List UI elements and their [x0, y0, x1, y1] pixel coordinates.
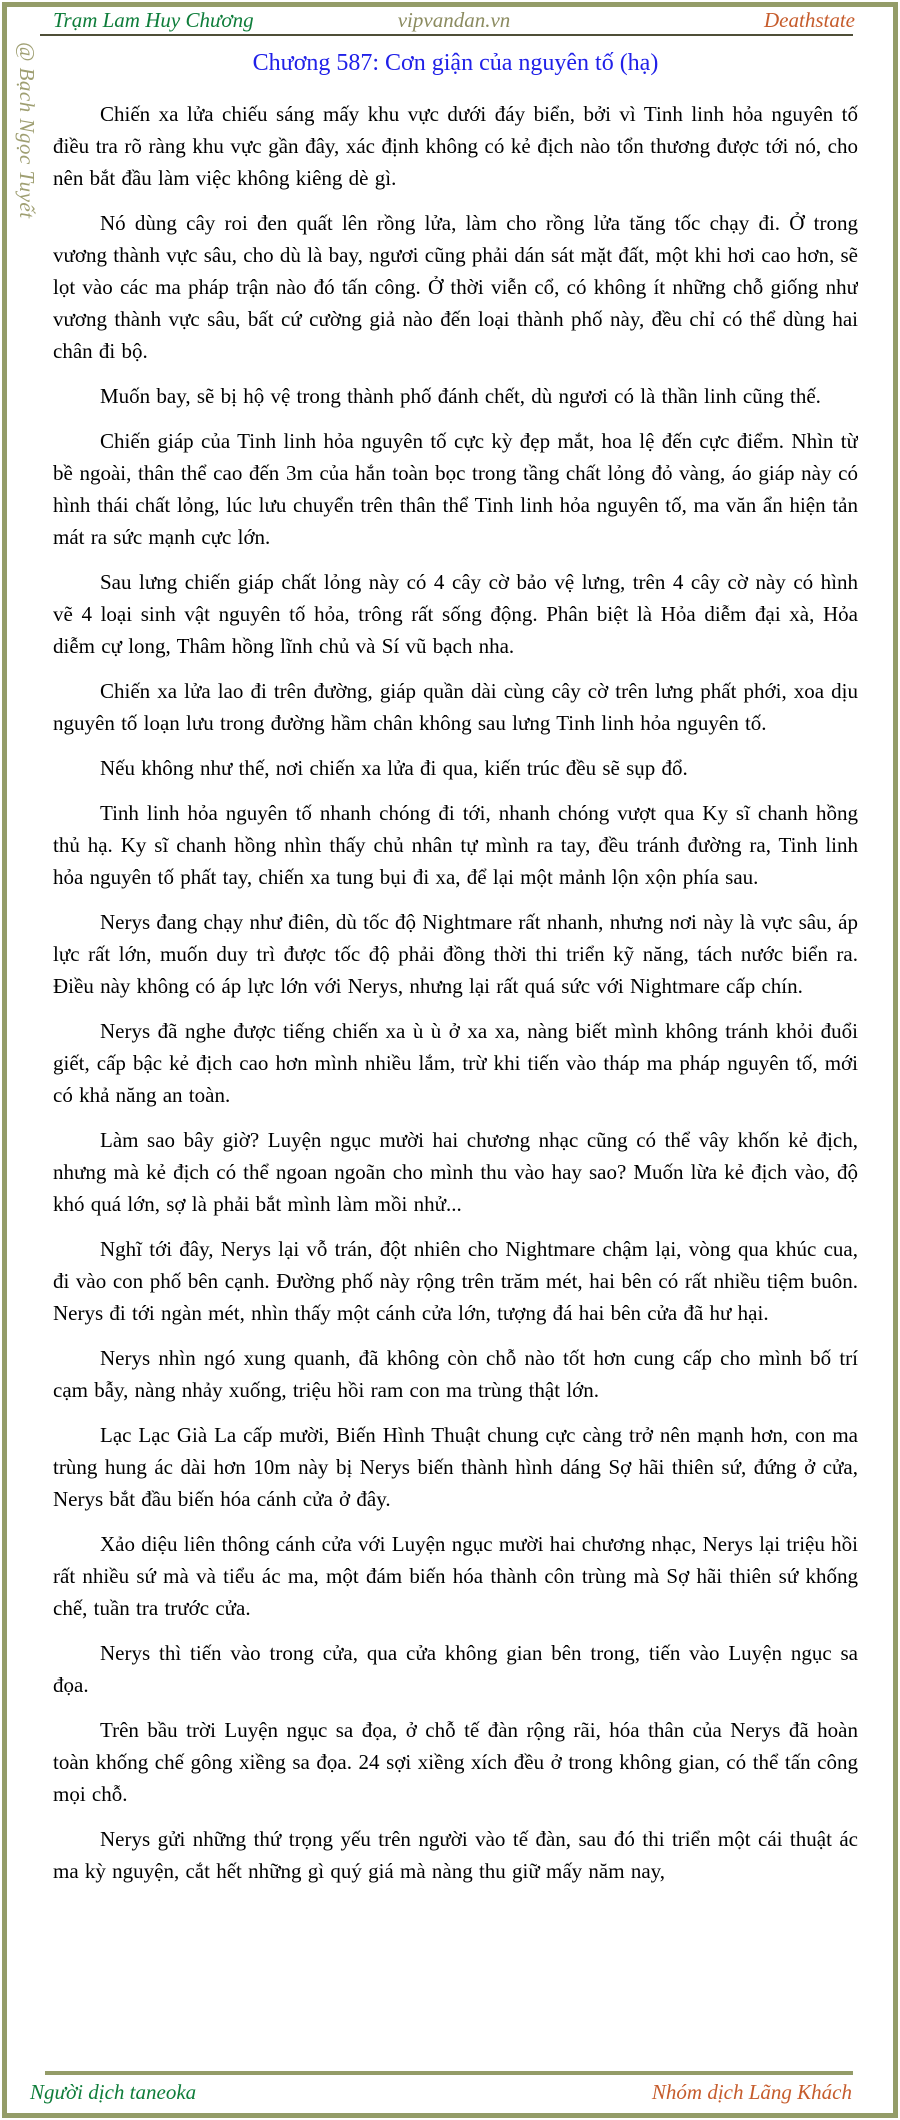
paragraph: Nghĩ tới đây, Nerys lại vỗ trán, đột nhiên cho Nightmare chậm lại, vòng qua khúc cua, đi vào con phố bên cạnh. Đường phố này rộng trên trăm mét, hai bên có rất nhiều tiệm buôn. Nerys đi tới ngàn mét, nhìn thấy một cánh cửa lớn, tượng đá hai bên cửa đã hư hại.	[53, 1237, 858, 1325]
header-novel-name[interactable]: Deathstate	[764, 8, 855, 32]
paragraph: Trên bầu trời Luyện ngục sa đọa, ở chỗ tế đàn rộng rãi, hóa thân của Nerys đã hoàn toàn khống chế gông xiềng sa đọa. 24 sợi xiềng xích đều ở trong không gian, có thể tấn công mọi chỗ.	[53, 1718, 858, 1806]
translator-credit: Người dịch taneoka	[30, 2080, 197, 2104]
chapter-title: Chương 587: Cơn giận của nguyên tố (hạ)	[252, 50, 659, 76]
paragraph: Nerys đang chạy như điên, dù tốc độ Nightmare rất nhanh, nhưng nơi này là vực sâu, áp lực rất lớn, muốn duy trì được tốc độ phải đồng thời thi triển kỹ năng, tách nước biển ra. Điều này không có áp lực lớn với Nerys, nhưng lại rất quá sức với Nightmare cấp chín.	[53, 910, 858, 998]
paragraph: Sau lưng chiến giáp chất lỏng này có 4 cây cờ bảo vệ lưng, trên 4 cây cờ này có hình vẽ 4 loại sinh vật nguyên tố hỏa, trông rất sống động. Phân biệt là Hỏa diễm đại xà, Hỏa diễm cự long, Thâm hồng lĩnh chủ và Sí vũ bạch nha.	[53, 570, 858, 658]
paragraph: Nerys gửi những thứ trọng yếu trên người vào tế đàn, sau đó thi triển một cái thuật ác ma kỳ nguyện, cắt hết những gì quý giá mà nàng thu giữ mấy năm nay,	[53, 1827, 858, 1883]
header-domain-text[interactable]: vipvandan.vn	[397, 8, 511, 32]
paragraph: Nó dùng cây roi đen quất lên rồng lửa, làm cho rồng lửa tăng tốc chạy đi. Ở trong vương thành vực sâu, cho dù là bay, ngươi cũng phải dán sát mặt đất, một khi hơi cao hơn, sẽ lọt vào các ma pháp trận nào đó tấn công. Ở thời viễn cổ, có không ít những chỗ giống như vương thành vực sâu, bất cứ cường giả nào đến loại thành phố này, đều chỉ có thể dùng hai chân đi bộ.	[53, 211, 858, 363]
paragraph: Chiến giáp của Tinh linh hỏa nguyên tố cực kỳ đẹp mắt, hoa lệ đến cực điểm. Nhìn từ bề ngoài, thân thể cao đến 3m của hắn toàn bọc trong tầng chất lỏng đỏ vàng, áo giáp này có hình thái chất lỏng, lúc lưu chuyển trên thân thể Tinh linh hỏa nguyên tố, ma văn ẩn hiện tản mát ra sức mạnh cực lớn.	[53, 429, 858, 549]
paragraph: Làm sao bây giờ? Luyện ngục mười hai chương nhạc cũng có thể vây khốn kẻ địch, nhưng mà kẻ địch có thể ngoan ngoãn cho mình thu vào hay sao? Muốn lừa kẻ địch vào, độ khó quá lớn, sợ là phải bắt mình làm mồi nhử...	[53, 1128, 858, 1216]
footer-divider	[45, 2071, 853, 2075]
paragraph: Nerys thì tiến vào trong cửa, qua cửa không gian bên trong, tiến vào Luyện ngục sa đọa.	[53, 1641, 858, 1697]
translation-group-credit: Nhóm dịch Lãng Khách	[651, 2080, 852, 2104]
paragraph: Xảo diệu liên thông cánh cửa với Luyện ngục mười hai chương nhạc, Nerys lại triệu hồi rất nhiều sứ mà và tiểu ác ma, một đám biến hóa thành côn trùng mà Sợ hãi thiên sứ khống chế, tuần tra trước cửa.	[53, 1532, 858, 1620]
paragraph: Nếu không như thế, nơi chiến xa lửa đi qua, kiến trúc đều sẽ sụp đổ.	[100, 756, 688, 780]
paragraph: Muốn bay, sẽ bị hộ vệ trong thành phố đánh chết, dù ngươi có là thần linh cũng thế.	[100, 384, 821, 408]
page-footer	[30, 2079, 852, 2106]
paragraph: Chiến xa lửa lao đi trên đường, giáp quần dài cùng cây cờ trên lưng phất phới, xoa dịu nguyên tố loạn lưu trong đường hầm chân không sau lưng Tinh linh hỏa nguyên tố.	[53, 679, 858, 735]
header-site-name[interactable]: Trạm Lam Huy Chương	[53, 8, 254, 32]
watermark-vertical-text: @ Bạch Ngọc Tuyết	[15, 42, 39, 219]
paragraph: Nerys nhìn ngó xung quanh, đã không còn chỗ nào tốt hơn cung cấp cho mình bố trí cạm bẫy, nàng nhảy xuống, triệu hồi ram con ma trùng thật lớn.	[53, 1346, 858, 1402]
paragraph: Tinh linh hỏa nguyên tố nhanh chóng đi tới, nhanh chóng vượt qua Ky sĩ chanh hồng thủ hạ. Ky sĩ chanh hồng nhìn thấy chủ nhân tự mình ra tay, đều tránh đường ra, Tinh linh hỏa nguyên tố phất tay, chiến xa tung bụi đi xa, để lại một mảnh lộn xộn phía sau.	[53, 801, 858, 889]
paragraph: Lạc Lạc Già La cấp mười, Biến Hình Thuật chung cực càng trở nên mạnh hơn, con ma trùng hung ác dài hơn 10m này bị Nerys biến thành hình dáng Sợ hãi thiên sứ, đứng ở cửa, Nerys bắt đầu biến hóa cánh cửa ở đây.	[53, 1423, 858, 1511]
chapter-content	[53, 0, 858, 2062]
paragraph: Nerys đã nghe được tiếng chiến xa ù ù ở xa xa, nàng biết mình không tránh khỏi đuổi giết, cấp bậc kẻ địch cao hơn mình nhiều lắm, trừ khi tiến vào tháp ma pháp nguyên tố, mới có khả năng an toàn.	[53, 1019, 858, 1107]
paragraph: Chiến xa lửa chiếu sáng mấy khu vực dưới đáy biển, bởi vì Tinh linh hỏa nguyên tố điều tra rõ ràng khu vực gần đây, xác định không có kẻ địch nào tổn thương được tới nó, cho nên bắt đầu làm việc không kiêng dè gì.	[53, 102, 858, 190]
